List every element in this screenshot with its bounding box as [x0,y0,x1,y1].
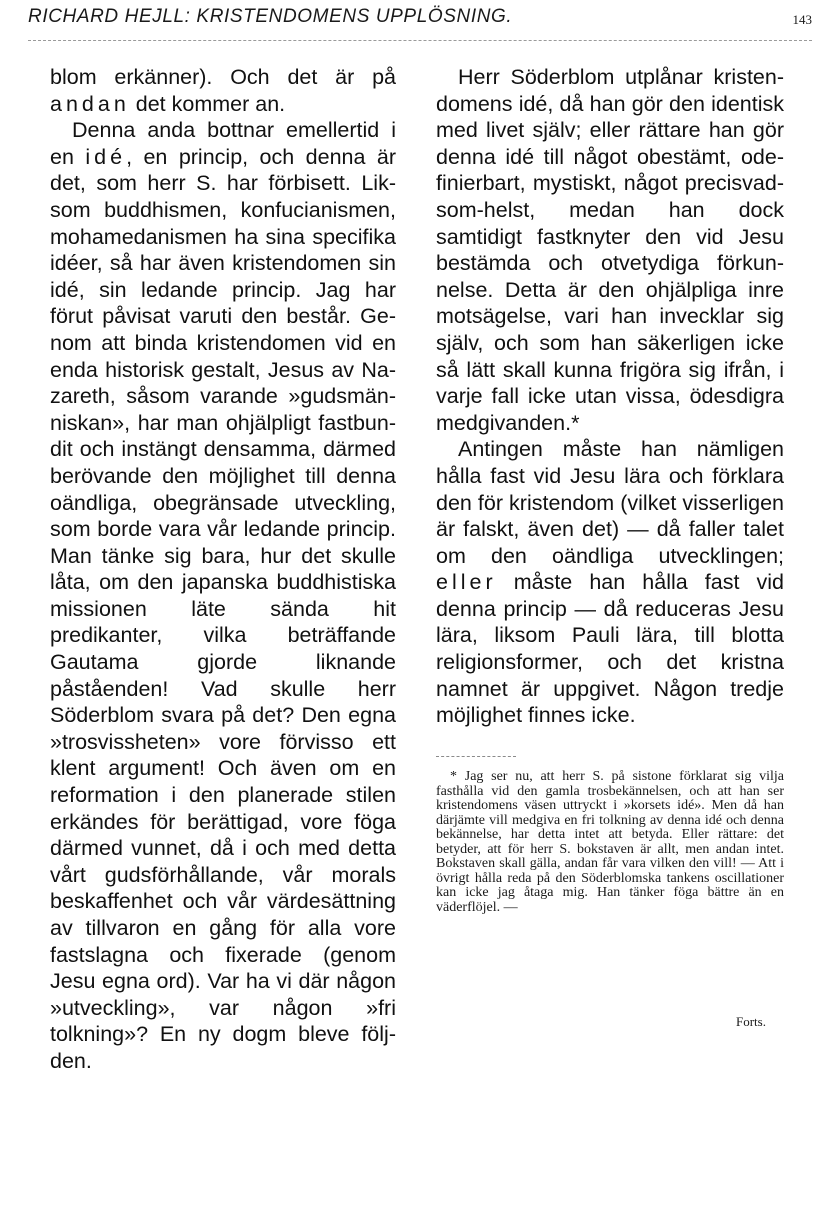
text-run: blom erkänner). Och det är på [50,65,396,89]
paragraph [50,64,396,117]
footnote [436,770,784,915]
page-header [28,6,812,36]
running-head: RICHARD HEJLL: KRISTENDOMENS UPPLÖSNING. [28,6,513,27]
right-column [436,64,784,729]
left-column [50,64,396,1075]
emphasized-word: eller [436,570,497,595]
paragraph [50,117,396,1074]
continued-marker: Forts. [736,1014,766,1029]
text-run: Denna anda bottnar emellertid i en [50,118,396,169]
text-run: måste han hålla fast vid denna princip — då reduceras Jesu lära, liksom Pauli lära, till blotta religionsformer, och det kristna namnet är uppgivet. Någon tredje möjlighet finnes icke. [436,570,784,728]
page-number: 143 [792,12,812,27]
text-run: det kommer an. [129,91,286,116]
emphasized-word: andan [50,91,130,116]
header-rule [28,40,812,41]
text-run: Antingen måste han nämligen hålla fast vid Jesu lära och förklara den för kristendom (vilket visserligen är falskt, även det) — då faller talet om den oändliga utvecklingen; [436,437,784,568]
text-run: , en princip, och denna är det, som herr S. har förbisett. Liksom buddhismen, konfucianismen, mohamedanismen ha sina specifika idéer, så har även kristendomen sin idé, sin ledande princip. Jag har förut påvisat varuti den består. Genom att binda kristendomen vid en enda historisk gestalt, Jesus av Nazareth, såsom varande »gudsmänniskan», har man ohjälpligt fastbundit och instängt densamma, därmed berövande den möjlighet till denna oändliga, obegränsade utveckling, som borde vara vår ledande princip. Man tänke sig bara, hur det skulle låta, om den japanska buddhistiska missionen läte sända hit predikanter, vilka beträffande Gautama gjorde liknande påståenden! Vad skulle herr Söderblom svara på det? Den egna »trosvissheten» vore förvisso ett klent argument! Och även om en reformation i den planerade stilen erkändes för berättigad, vore föga därmed vunnet, då i och med detta vårt gudsförhållande, vår morals beskaffenhet och vår värdesättning av tillvaron en gång för alla vore fastslagna och fixerade (genom Jesu egna ord). Var ha vi där någon »utveckling», var någon »fri tolkning»? En ny dogm bleve följden. [50,144,396,1073]
footnote-rule [436,756,516,757]
paragraph [436,436,784,729]
emphasized-word: idé [85,144,127,169]
footnote-text: * Jag ser nu, att herr S. på sistone förklarat sig vilja fasthålla vid den gamla trosbekännelsen, och att han ser kristendomens väsen uttryckt i »korsets idé». Men då han därjämte vill medgiva en fri tolkning av denna idé och denna bekännelse, har detta intet att betyda. Eller rättare: det betyder, att för herr S. bokstaven är allt, men andan intet. Bokstaven skall gälla, andan får vara vilken den vill! — Att i övrigt hålla reda på den Söderblomska tankens oscillationer kan icke jag åtaga mig. Han tänker föga bättre än en väderflöjel. — [436,769,784,915]
paragraph: Herr Söderblom utplånar kristendomens idé, då han gör den identisk med livet själv; eller rättare han gör denna idé till något obestämt, odefinierbart, mystiskt, något precisvad-som-helst, medan han dock samtidigt fastknyter den vid Jesu bestämda och otvetydiga förkunnelse. Detta är den ohjälpliga inre motsägelse, vari han invecklar sig själv, och som han säkerligen icke så lätt skall kunna frigöra sig ifrån, i varje fall icke utan vissa, ödesdigra medgivanden.* [436,65,784,435]
